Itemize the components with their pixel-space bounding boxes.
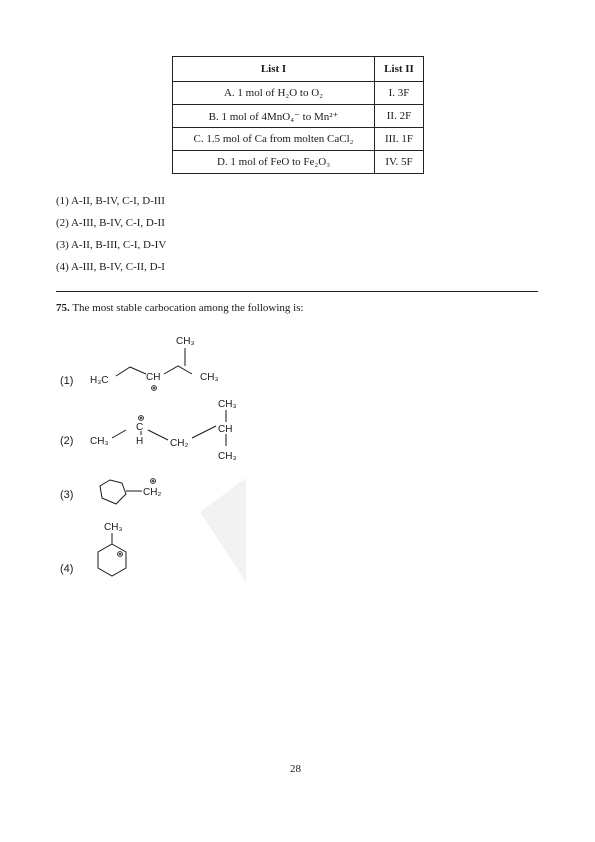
list2-cell: IV. 5F	[375, 151, 424, 174]
cyclohexane-ring	[98, 544, 126, 576]
opt1-ch: CH	[146, 372, 161, 383]
opt2-top-ch3: CH₃	[218, 399, 237, 410]
table-row	[173, 82, 424, 105]
structure-option-1[interactable]	[60, 336, 219, 391]
watermark-shape	[200, 478, 246, 582]
opt2-ch: CH	[218, 424, 233, 435]
table-header-row	[173, 57, 424, 82]
answer-option-3[interactable]: (3) A-II, B-III, C-I, D-IV	[56, 239, 167, 251]
structure-label-1: (1)	[60, 375, 74, 387]
structure-label-3: (3)	[60, 489, 74, 501]
list2-cell: III. 1F	[375, 128, 424, 151]
question-75	[56, 302, 304, 314]
matching-table	[172, 56, 424, 174]
opt1-top-ch3: CH₃	[176, 336, 195, 347]
opt4-top-ch3: CH₃	[104, 522, 123, 533]
answer-options	[56, 190, 166, 278]
opt2-bottom-ch3: CH₃	[218, 451, 237, 462]
structure-option-4[interactable]	[60, 522, 126, 576]
list1-cell: D. 1 mol of FeO to Fe₂O₃	[173, 151, 375, 174]
list2-cell: I. 3F	[375, 82, 424, 105]
header-list-1: List I	[173, 57, 375, 82]
page-number: 28	[290, 763, 301, 775]
table-row	[173, 151, 424, 174]
opt2-h: H	[136, 436, 144, 447]
question-number: 75.	[56, 302, 70, 314]
list1-cell: B. 1 mol of 4MnO₄⁻ to Mn²⁺	[173, 105, 375, 128]
answer-option-2[interactable]: (2) A-III, B-IV, C-I, D-II	[56, 217, 165, 229]
opt2-ch3: CH₃	[90, 436, 109, 447]
list2-cell: II. 2F	[375, 105, 424, 128]
header-list-2: List II	[375, 57, 424, 82]
cyclopentane-ring	[100, 480, 126, 504]
structure-option-3[interactable]	[60, 479, 161, 505]
table-row	[173, 105, 424, 128]
opt1-right-ch3: CH₃	[200, 372, 219, 383]
table-row	[173, 128, 424, 151]
answer-option-1[interactable]: (1) A-II, B-IV, C-I, D-III	[56, 195, 165, 207]
list1-cell: A. 1 mol of H₂O to O₂	[173, 82, 375, 105]
structure-label-4: (4)	[60, 563, 74, 575]
opt1-h3c: H₃C	[90, 375, 109, 386]
question-text: The most stable carbocation among the following is:	[72, 302, 304, 314]
structure-option-2[interactable]	[60, 399, 237, 462]
list1-cell: C. 1.5 mol of Ca from molten CaCl₂	[173, 128, 375, 151]
structure-label-2: (2)	[60, 435, 74, 447]
carbocation-structures	[50, 328, 350, 588]
opt3-ch2: CH₂	[143, 487, 162, 498]
opt2-ch2: CH₂	[170, 438, 189, 449]
opt2-c-plus: C	[136, 422, 144, 433]
section-divider	[56, 291, 538, 292]
answer-option-4[interactable]: (4) A-III, B-IV, C-II, D-I	[56, 261, 165, 273]
